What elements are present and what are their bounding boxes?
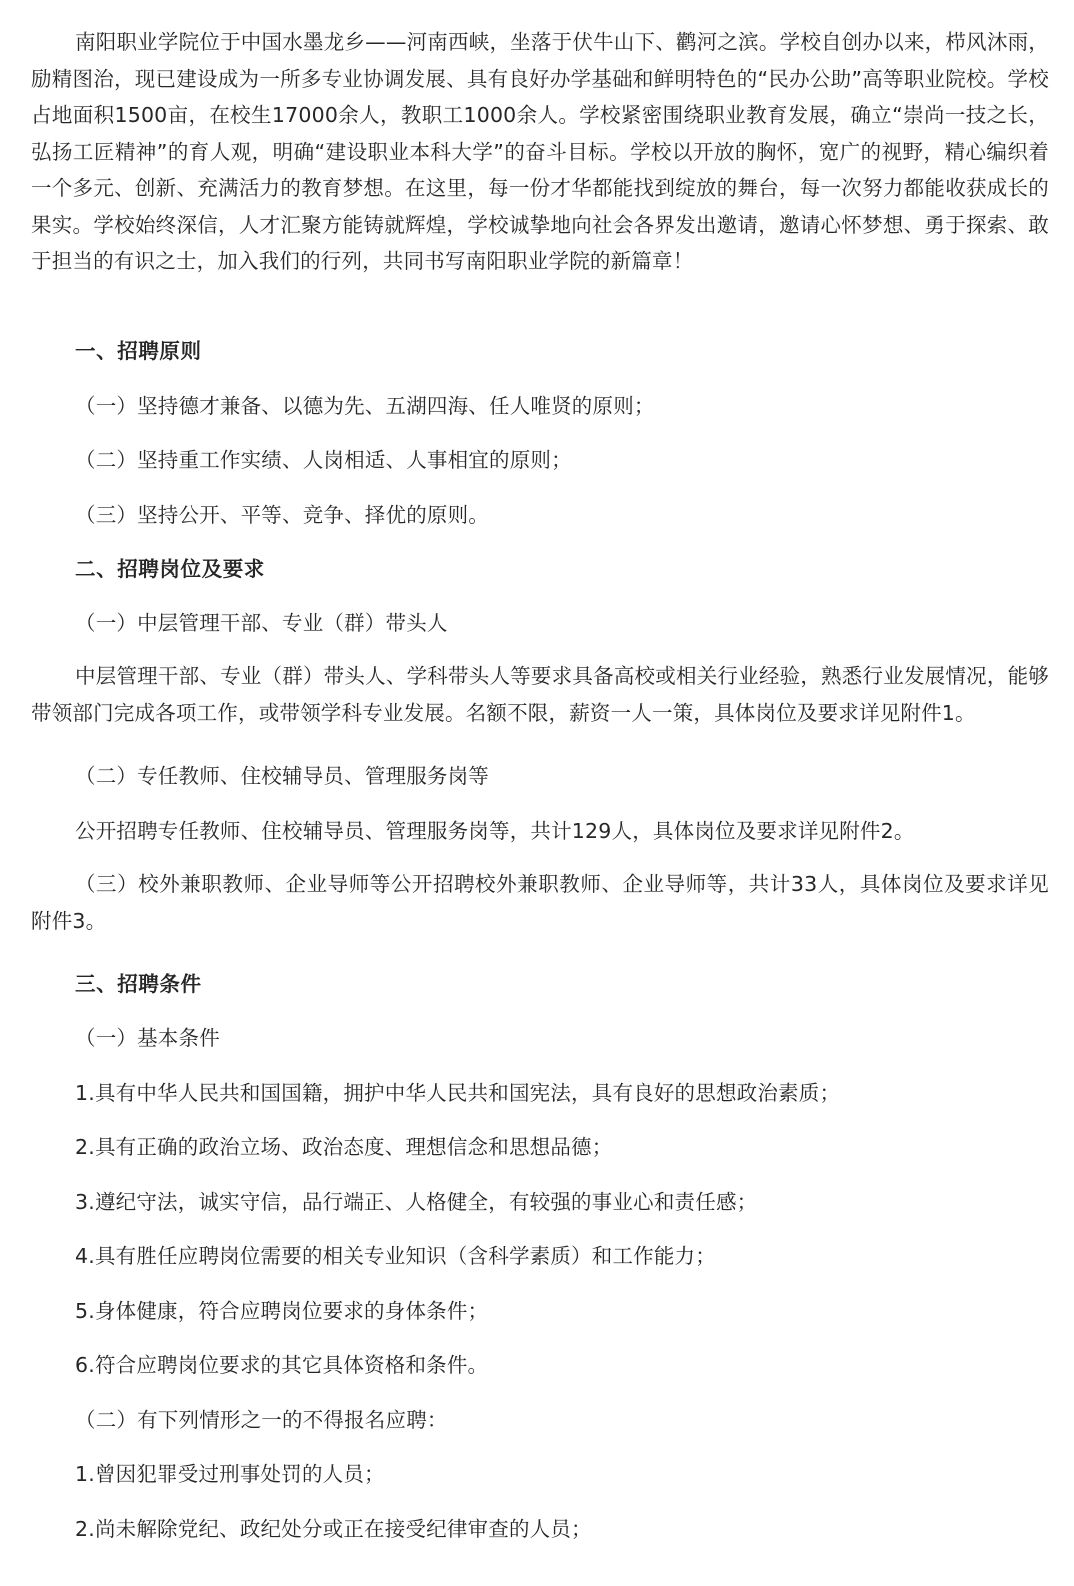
basic-item-5: 5.身体健康，符合应聘岗位要求的身体条件； (75, 1299, 489, 1323)
basic-item-2: 2.具有正确的政治立场、政治态度、理想信念和思想品德； (75, 1135, 613, 1159)
exclude-item-2: 2.尚未解除党纪、政纪处分或正在接受纪律审查的人员； (75, 1517, 592, 1541)
section1-heading: 一、招聘原则 (75, 339, 202, 363)
section2-sub1-text: 中层管理干部、专业（群）带头人、学科带头人等要求具备高校或相关行业经验，熟悉行业发展情况，能够带领部门完成各项工作，或带领学科专业发展。名额不限，薪资一人一策，具体岗位及要求详见附件1。 (31, 664, 1049, 725)
basic-item-4: 4.具有胜任应聘岗位需要的相关专业知识（含科学素质）和工作能力； (75, 1244, 716, 1268)
basic-item-1: 1.具有中华人民共和国国籍，拥护中华人民共和国宪法，具有良好的思想政治素质； (75, 1081, 841, 1105)
basic-item-6: 6.符合应聘岗位要求的其它具体资格和条件。 (75, 1353, 489, 1377)
section1-item-3: （三）坚持公开、平等、竞争、择优的原则。 (75, 503, 489, 527)
exclude-item-1: 1.曾因犯罪受过刑事处罚的人员； (75, 1462, 385, 1486)
section2-sub2-title: （二）专任教师、住校辅导员、管理服务岗等 (75, 764, 489, 788)
section2-sub1-title: （一）中层管理干部、专业（群）带头人 (75, 611, 448, 635)
basic-item-3: 3.遵纪守法，诚实守信，品行端正、人格健全，有较强的事业心和责任感； (75, 1190, 758, 1214)
section3-basic-title: （一）基本条件 (75, 1026, 220, 1050)
section1-item-2: （二）坚持重工作实绩、人岗相适、人事相宜的原则； (75, 448, 572, 472)
section3-exclude-title: （二）有下列情形之一的不得报名应聘： (75, 1408, 448, 1432)
section3-heading: 三、招聘条件 (75, 972, 202, 996)
section2-sub2-text: 公开招聘专任教师、住校辅导员、管理服务岗等，共计129人，具体岗位及要求详见附件2。 (75, 819, 915, 843)
document-body (31, 24, 1049, 1541)
section2-sub3-text: （三）校外兼职教师、企业导师等公开招聘校外兼职教师、企业导师等，共计33人，具体岗位及要求详见附件3。 (31, 872, 1049, 933)
section2-heading: 二、招聘岗位及要求 (75, 557, 265, 581)
intro-paragraph: 南阳职业学院位于中国水墨龙乡——河南西峡，坐落于伏牛山下、鹳河之滨。学校自创办以来，栉风沐雨，励精图治，现已建设成为一所多专业协调发展、具有良好办学基础和鲜明特色的“民办公助”高等职业院校。学校占地面积1500亩，在校生17000余人，教职工1000余人。学校紧密围绕职业教育发展，确立“崇尚一技之长，弘扬工匠精神”的育人观，明确“建设职业本科大学”的奋斗目标。学校以开放的胸怀，宽广的视野，精心编织着一个多元、创新、充满活力的教育梦想。在这里，每一份才华都能找到绽放的舞台，每一次努力都能收获成长的果实。学校始终深信，人才汇聚方能铸就辉煌，学校诚挚地向社会各界发出邀请，邀请心怀梦想、勇于探索、敢于担当的有识之士，加入我们的行列，共同书写南阳职业学院的新篇章！ (31, 30, 1049, 273)
section1-item-1: （一）坚持德才兼备、以德为先、五湖四海、任人唯贤的原则； (75, 394, 655, 418)
